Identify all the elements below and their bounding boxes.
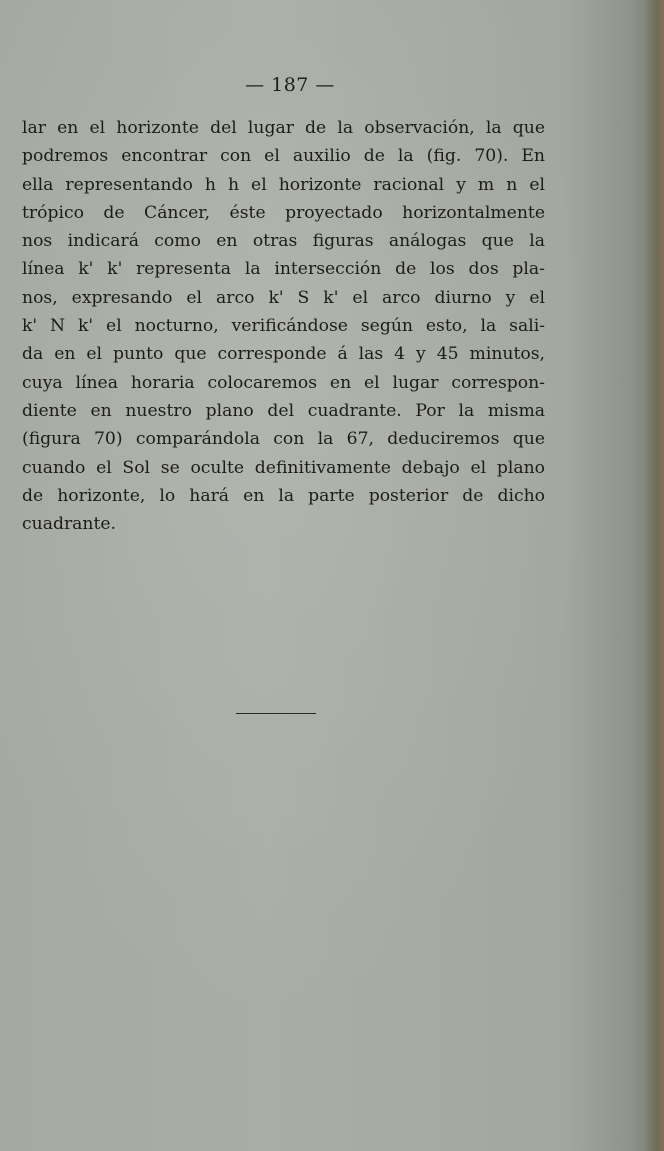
text-line: ella representando h h el horizonte racional y m n el: [22, 174, 545, 195]
text-line: de horizonte, lo hará en la parte posterior de dicho: [22, 485, 545, 506]
text-line: nos indicará como en otras figuras análogas que la: [22, 231, 545, 252]
text-line: nos, expresando el arco k' S k' el arco diurno y el: [22, 287, 545, 308]
text-line: cuya línea horaria colocaremos en el lugar correspon-: [22, 372, 545, 393]
text-line: lar en el horizonte del lugar de la observación, la que: [22, 118, 545, 138]
text-line: (figura 70) comparándola con la 67, deduciremos que: [22, 429, 545, 450]
text-line: da en el punto que corresponde á las 4 y 45 minutos,: [22, 344, 545, 365]
text-line: diente en nuestro plano del cuadrante. Por la misma: [22, 400, 545, 421]
body-paragraph: [22, 114, 545, 538]
page-edge-shadow: [646, 0, 664, 1151]
text-line: cuadrante.: [22, 514, 117, 535]
text-line: podremos encontrar con el auxilio de la (fig. 70). En: [22, 146, 545, 167]
section-divider: [236, 713, 316, 714]
text-line: cuando el Sol se oculte definitivamente debajo el plano: [22, 457, 545, 478]
text-line: trópico de Cáncer, éste proyectado horizontalmente: [22, 202, 545, 223]
text-line: k' N k' el nocturno, verificándose según esto, la sali-: [22, 316, 545, 337]
page-number: — 187 —: [245, 74, 335, 96]
text-line: línea k' k' representa la intersección de los dos pla-: [22, 259, 545, 280]
